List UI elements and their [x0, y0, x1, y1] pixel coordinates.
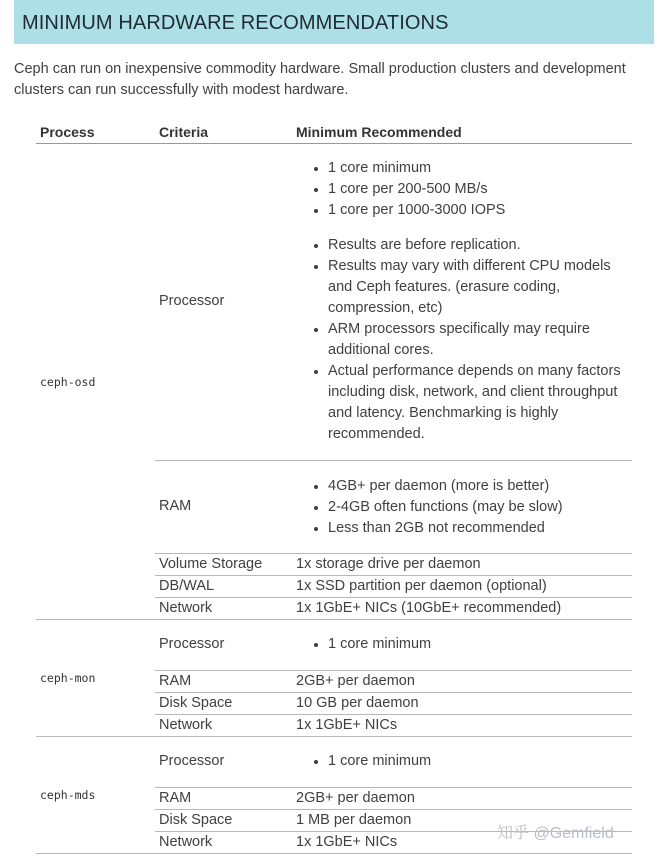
mon-disk-value: 10 GB per daemon	[296, 695, 419, 711]
mds-ram-value: 2GB+ per daemon	[296, 790, 415, 806]
mds-processor-label: Processor	[159, 753, 225, 769]
list-item: 1 core per 200-500 MB/s	[308, 179, 628, 200]
row-divider	[155, 809, 632, 810]
mds-disk-label: Disk Space	[159, 812, 233, 828]
mds-disk-value: 1 MB per daemon	[296, 812, 412, 828]
mon-disk-label: Disk Space	[159, 695, 233, 711]
row-divider	[155, 714, 632, 715]
row-divider	[155, 692, 632, 693]
mds-processor-list	[308, 751, 628, 772]
list-item: Actual performance depends on many factors including disk, network, and client throughput and latency. Benchmarking is highly recommended.	[308, 361, 628, 445]
row-divider	[155, 597, 632, 598]
mon-network-value: 1x 1GbE+ NICs	[296, 717, 398, 733]
mon-processor-list	[308, 634, 628, 655]
header-divider	[36, 143, 632, 144]
osd-ram-label: RAM	[159, 498, 192, 514]
osd-dbwal-label: DB/WAL	[159, 578, 215, 594]
osd-processor-label: Processor	[159, 293, 225, 309]
process-ceph-mds: ceph-mds	[40, 788, 96, 802]
osd-network-label: Network	[159, 600, 213, 616]
list-item: Results are before replication.	[308, 235, 628, 256]
header-process: Process	[40, 124, 95, 140]
mds-network-label: Network	[159, 834, 213, 850]
row-divider	[155, 670, 632, 671]
osd-processor-list-b	[308, 235, 628, 445]
osd-volume-label: Volume Storage	[159, 556, 263, 572]
mon-ram-label: RAM	[159, 673, 192, 689]
osd-ram-list	[308, 476, 628, 539]
process-ceph-osd: ceph-osd	[40, 375, 96, 389]
row-divider	[155, 787, 632, 788]
mds-network-value: 1x 1GbE+ NICs	[296, 834, 398, 850]
osd-processor-list-a	[308, 158, 628, 221]
list-item: 1 core minimum	[308, 751, 628, 772]
section-banner	[14, 0, 654, 44]
mon-ram-value: 2GB+ per daemon	[296, 673, 415, 689]
intro-paragraph: Ceph can run on inexpensive commodity hardware. Small production clusters and development clusters can run successfully with modest hardware.	[14, 61, 626, 98]
list-item: ARM processors specifically may require additional cores.	[308, 319, 628, 361]
row-divider	[155, 460, 632, 461]
list-item: Less than 2GB not recommended	[308, 518, 628, 539]
row-divider	[155, 553, 632, 554]
list-item: 1 core minimum	[308, 158, 628, 179]
mds-ram-label: RAM	[159, 790, 192, 806]
table-bottom-divider	[36, 853, 632, 854]
list-item: Results may vary with different CPU models and Ceph features. (erasure coding, compression, etc)	[308, 256, 628, 319]
list-item: 1 core minimum	[308, 634, 628, 655]
process-ceph-mon: ceph-mon	[40, 671, 96, 685]
group-divider	[36, 619, 632, 620]
list-item: 4GB+ per daemon (more is better)	[308, 476, 628, 497]
mon-processor-label: Processor	[159, 636, 225, 652]
header-criteria: Criteria	[159, 124, 209, 140]
osd-volume-value: 1x storage drive per daemon	[296, 556, 481, 572]
row-divider	[155, 575, 632, 576]
section-title: MINIMUM HARDWARE RECOMMENDATIONS	[22, 12, 449, 34]
mon-network-label: Network	[159, 717, 213, 733]
watermark: 知乎 @Gemfield	[497, 825, 614, 842]
list-item: 2-4GB often functions (may be slow)	[308, 497, 628, 518]
list-item: 1 core per 1000-3000 IOPS	[308, 200, 628, 221]
osd-dbwal-value: 1x SSD partition per daemon (optional)	[296, 578, 547, 594]
osd-network-value: 1x 1GbE+ NICs (10GbE+ recommended)	[296, 600, 562, 616]
header-minimum: Minimum Recommended	[296, 124, 462, 140]
group-divider	[36, 736, 632, 737]
